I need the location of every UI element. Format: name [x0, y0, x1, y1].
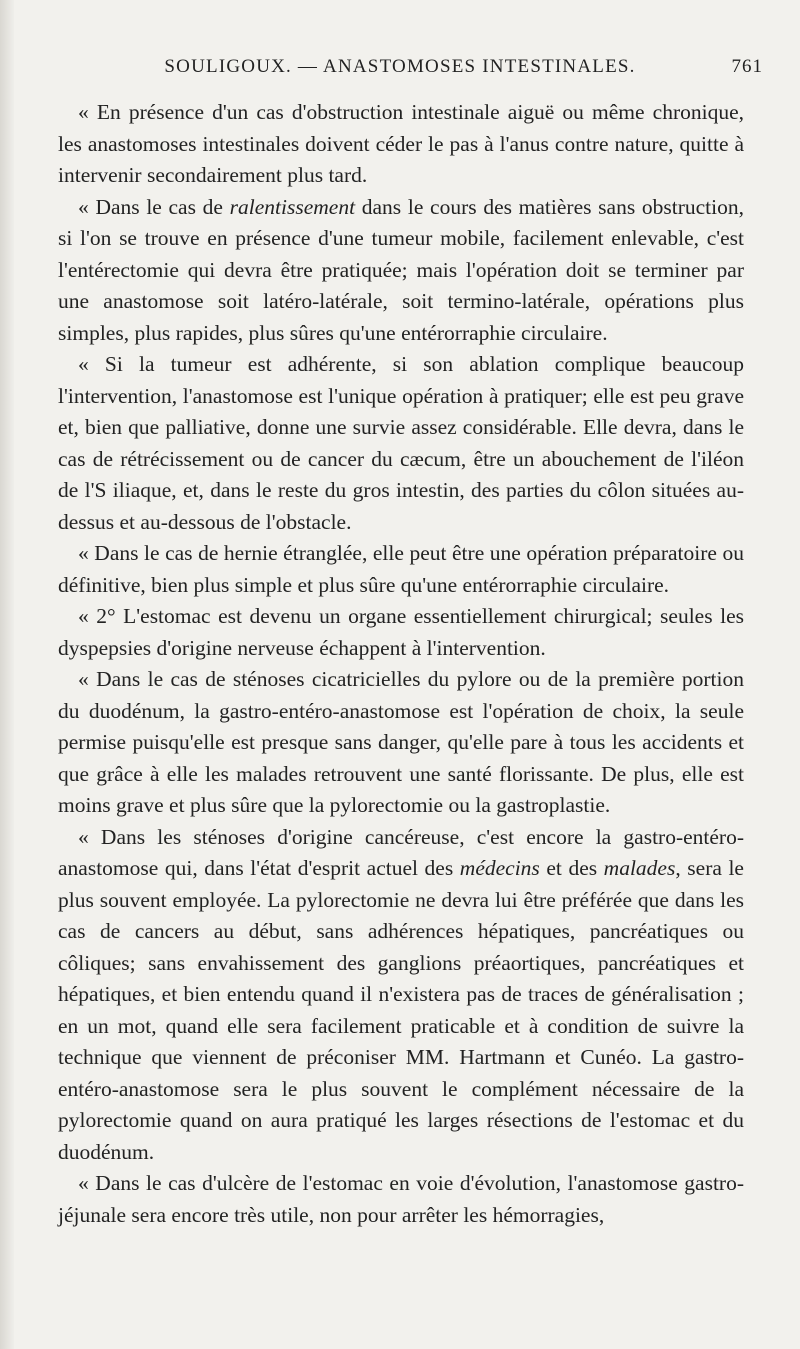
page-header	[0, 56, 800, 86]
body-text	[58, 97, 744, 1231]
text-run: « Dans les sténoses d'origine cancéreuse, c'est encore la gastro-entéro-anastomose qui, dans l'état d'esprit actuel des	[58, 824, 744, 880]
italic-text: malades	[603, 856, 676, 880]
italic-text: médecins	[459, 856, 540, 880]
text-run: « Si la tumeur est adhérente, si son ablation complique beaucoup l'intervention, l'anastomose est l'unique opération à pratiquer; elle est peu grave et, bien que palliative, donne une survie assez considérable. Elle devra, dans le cas de rétrécissement ou de cancer du cæcum, être un abouchement de l'iléon de l'S iliaque, et, dans le reste du gros intestin, des parties du côlon situées au-dessus et au-dessous de l'obstacle.	[58, 352, 744, 534]
paragraph	[58, 349, 744, 538]
text-run: , sera le plus souvent employée. La pylorectomie ne devra lui être préférée que dans les cas de cancers au début, sans adhérences hépatiques, pancréatiques ou côliques; sans envahissement des ganglions préaortiques, pancréatiques et hépatiques, et bien entendu quand il n'existera pas de traces de généralisation ; en un mot, quand elle sera facilement praticable et à condition de suivre la technique que viennent de préconiser MM. Hartmann et Cunéo. La gastro-entéro-anastomose sera le plus souvent le complément nécessaire de la pylorectomie quand on aura pratiqué les larges résections de l'estomac et du duodénum.	[58, 856, 744, 1164]
paragraph	[58, 601, 744, 664]
page-number: 761	[731, 56, 763, 77]
paragraph	[58, 1168, 744, 1231]
text-run: « Dans le cas de sténoses cicatricielles du pylore ou de la première portion du duodénum, la gastro-entéro-anastomose est l'opération de choix, la seule permise puisqu'elle est presque sans danger, qu'elle pare à tous les accidents et que grâce à elle les malades retrouvent une santé florissante. De plus, elle est moins grave et plus sûre que la pylorectomie ou la gastroplastie.	[58, 667, 744, 817]
text-run: dans le cours des matières sans obstruction, si l'on se trouve en présence d'une tumeur mobile, facilement enlevable, c'est l'entérectomie qui devra être pratiquée; mais l'opération doit se terminer par une anastomose soit latéro-latérale, soit termino-latérale, opérations plus simples, plus rapides, plus sûres qu'une entérorraphie circulaire.	[58, 194, 745, 345]
paragraph	[58, 822, 744, 1169]
text-run: et des	[539, 856, 604, 880]
page-gutter	[0, 0, 14, 1349]
text-run: « 2° L'estomac est devenu un organe essentiellement chirurgical; seules les dyspepsies d'origine nerveuse échappent à l'intervention.	[58, 604, 744, 660]
text-run: « Dans le cas de hernie étranglée, elle peut être une opération préparatoire ou définitive, bien plus simple et plus sûre qu'une entérorraphie circulaire.	[58, 541, 744, 597]
paragraph	[58, 97, 744, 192]
paragraph	[58, 538, 744, 601]
text-run: « Dans le cas d'ulcère de l'estomac en voie d'évolution, l'anastomose gastro-jéjunale sera encore très utile, non pour arrêter les hémorragies,	[58, 1171, 744, 1227]
paragraph	[58, 192, 744, 350]
italic-text: ralentissement	[229, 194, 356, 219]
paragraph	[58, 664, 744, 822]
running-head: SOULIGOUX. — ANASTOMOSES INTESTINALES.	[164, 56, 636, 77]
text-run: « Dans le cas de	[78, 194, 230, 219]
text-run: « En présence d'un cas d'obstruction intestinale aiguë ou même chronique, les anastomoses intestinales doivent céder le pas à l'anus contre nature, quitte à intervenir secondairement plus tard.	[58, 100, 744, 187]
